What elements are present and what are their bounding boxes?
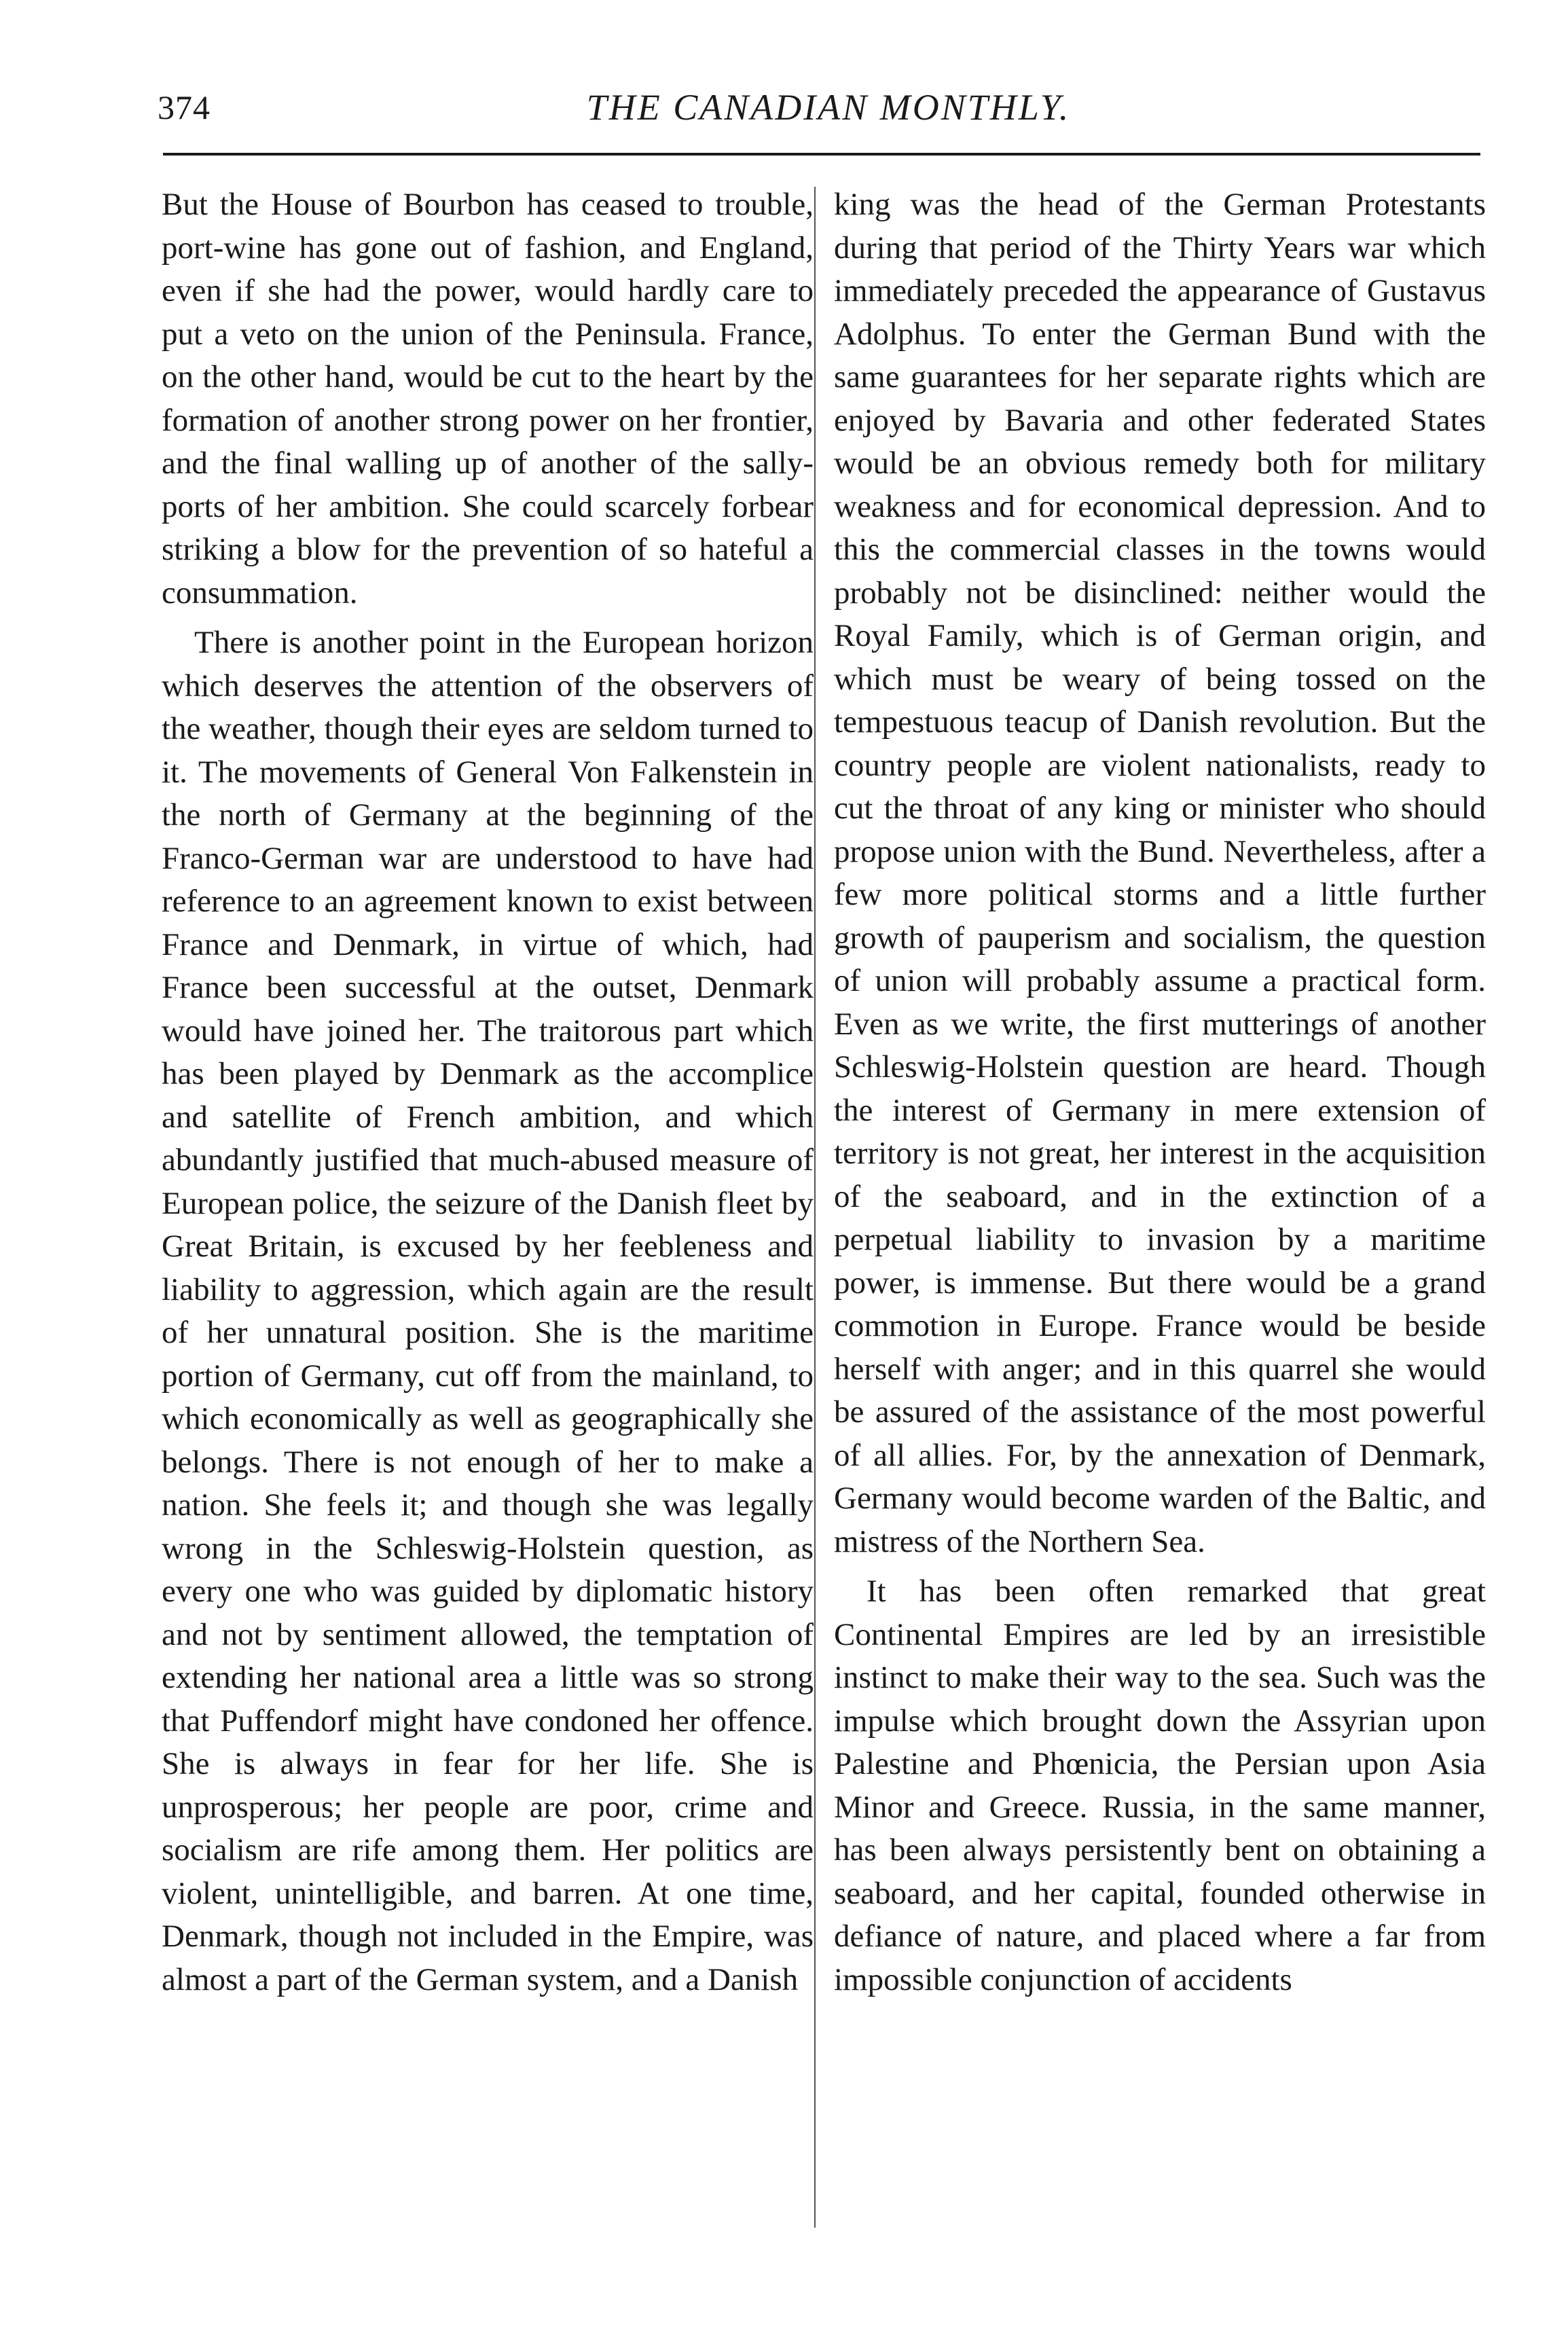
column-rule (814, 187, 816, 2228)
page-number: 374 (158, 88, 211, 126)
right-column (834, 183, 1486, 2001)
right-paragraph-2: It has been often remarked that great Continental Empires are led by an irresistible instinct to make their way to the sea. Such was the impulse which brought down the Assyrian upon Palestine and Phœnicia, the Persian upon Asia Minor and Greece. Russia, in the same manner, has been always persistently bent on obtaining a seaboard, and her capital, founded otherwise in defiance of nature, and placed where a far from impossible conjunction of accidents (834, 1574, 1486, 1997)
right-paragraph-1: king was the head of the German Protestants during that period of the Thirty Years war which immediately preceded the appearance of Gustavus Adolphus. To enter the German Bund with the same guarantees for her separate rights which are enjoyed by Bavaria and other federated States would be an obvious remedy both for military weakness and for economical depression. And to this the commercial classes in the towns would probably not be disinclined: neither would the Royal Family, which is of German origin, and which must be weary of being tossed on the tempestuous teacup of Danish revolution. But the country people are violent nationalists, ready to cut the throat of any king or minister who should propose union with the Bund. Nevertheless, after a few more political storms and a little further growth of pauperism and socialism, the question of union will probably assume a practical form. Even as we write, the first mutterings of another Schleswig-Holstein question are heard. Though the interest of Germany in mere extension of territory is not great, her interest in the acquisition of the seaboard, and in the extinction of a perpetual liability to invasion by a maritime power, is immense. But there would be a grand commotion in Europe. France would be beside herself with anger; and in this quarrel she would be assured of the assistance of the most powerful of all allies. For, by the annexation of Denmark, Germany would become warden of the Baltic, and mistress of the Northern Sea. (834, 187, 1486, 1559)
running-title: THE CANADIAN MONTHLY. (586, 87, 1071, 128)
left-column (162, 183, 814, 2001)
header-rule (163, 153, 1480, 156)
left-paragraph-1: But the House of Bourbon has ceased to trouble, port-wine has gone out of fashion, and England, even if she had the power, would hardly care to put a veto on the union of the Peninsula. France, on the other hand, would be cut to the heart by the formation of another strong power on her frontier, and the final walling up of another of the sally-ports of her ambition. She could scarcely forbear striking a blow for the prevention of so hateful a consummation. (162, 187, 814, 611)
left-paragraph-2: There is another point in the European horizon which deserves the attention of the observers of the weather, though their eyes are seldom turned to it. The movements of General Von Falkenstein in the north of Germany at the beginning of the Franco-German war are understood to have had reference to an agreement known to exist between France and Denmark, in virtue of which, had France been successful at the outset, Denmark would have joined her. The traitorous part which has been played by Denmark as the accomplice and satellite of French ambition, and which abundantly justified that much-abused measure of European police, the seizure of the Danish fleet by Great Britain, is excused by her feebleness and liability to aggression, which again are the result of her unnatural position. She is the maritime portion of Germany, cut off from the mainland, to which economically as well as geographically she belongs. There is not enough of her to make a nation. She feels it; and though she was legally wrong in the Schleswig-Holstein question, as every one who was guided by diplomatic history and not by sentiment allowed, the temptation of extending her national area a little was so strong that Puffendorf might have condoned her offence. She is always in fear for her life. She is unprosperous; her people are poor, crime and socialism are rife among them. Her politics are violent, unintelligible, and barren. At one time, Denmark, though not included in the Empire, was almost a part of the German system, and a Danish (162, 625, 814, 1997)
